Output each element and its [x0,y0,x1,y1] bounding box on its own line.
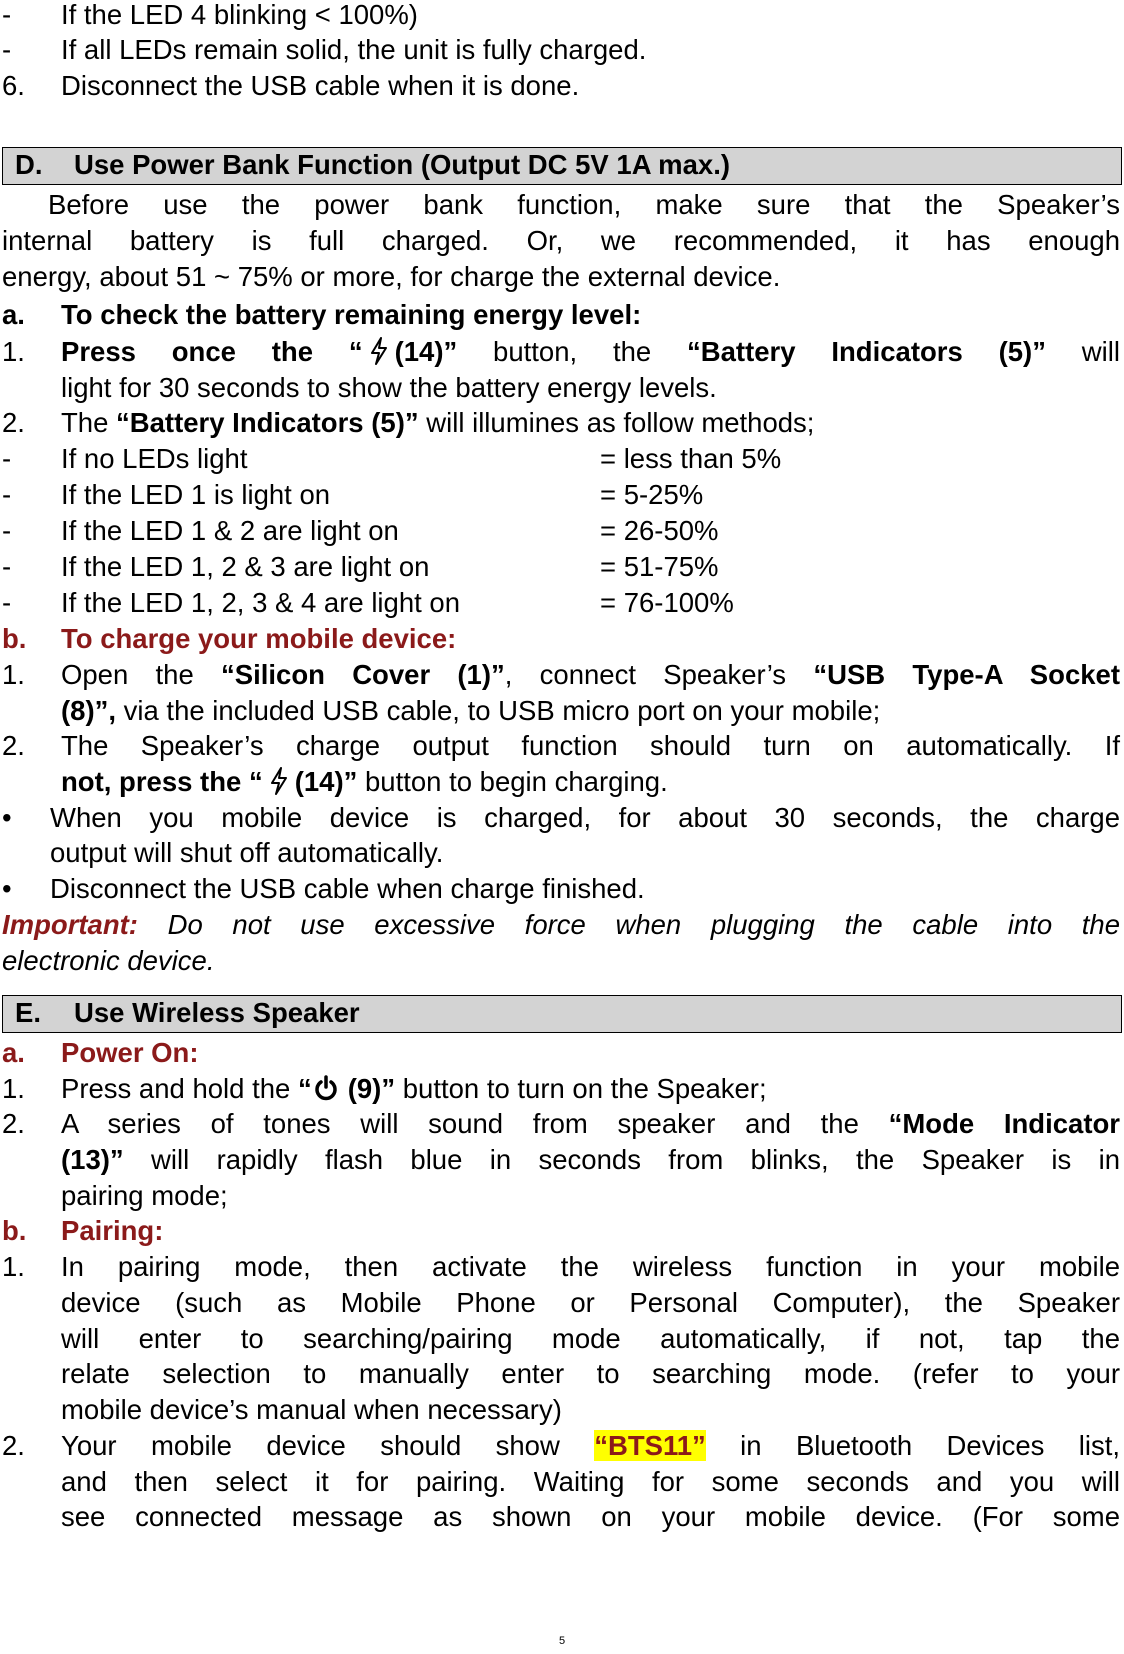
important-note-continuation: electronic device. [2,945,215,976]
list-item: - If the LED 4 blinking < 100%) [2,0,418,30]
lightning-icon [269,767,289,795]
list-item-continuation: see connected message as shown on your mobile device. (For some [61,1501,1120,1532]
device-name-highlight: “BTS11” [594,1430,706,1461]
subheading-b: b. To charge your mobile device: [2,623,457,654]
list-item-continuation: pairing mode; [61,1180,228,1211]
section-d-header: D. Use Power Bank Function (Output DC 5V 1A max.) [2,147,1122,185]
list-item-continuation: (13)” will rapidly flash blue in seconds from blinks, the Speaker is in [61,1144,1120,1175]
battery-level-row: - If the LED 1, 2 & 3 are light on = 51-75% [2,551,719,582]
list-item: - If all LEDs remain solid, the unit is fully charged. [2,34,647,65]
list-item: 1. Press once the “ (14)” button, the “Battery Indicators (5)” will [2,336,1120,367]
list-item-continuation: (8)”, via the included USB cable, to USB micro port on your mobile; [61,695,881,726]
list-item-continuation: light for 30 seconds to show the battery energy levels. [61,372,717,403]
battery-level-row: - If the LED 1 & 2 are light on = 26-50% [2,515,719,546]
battery-level-row: - If the LED 1, 2, 3 & 4 are light on = 76-100% [2,587,734,618]
bullet-item: • Disconnect the USB cable when charge finished. [2,873,645,904]
list-item-continuation: and then select it for pairing. Waiting for some seconds and you will [61,1466,1120,1497]
paragraph-line: internal battery is full charged. Or, we recommended, it has enough [2,225,1120,256]
list-item: 6. Disconnect the USB cable when it is done. [2,70,580,101]
lightning-icon [369,337,389,365]
page-number: 5 [558,1635,566,1647]
section-e-header: E. Use Wireless Speaker [2,995,1122,1033]
list-item: 1. Press and hold the “ (9)” button to turn on the Speaker; [2,1073,767,1104]
important-note: Important: Do not use excessive force when plugging the cable into the [2,909,1120,940]
list-item: 2. Your mobile device should show “BTS11” in Bluetooth Devices list, [2,1430,1120,1461]
paragraph-line: Before use the power bank function, make sure that the Speaker’s [48,189,1120,220]
list-item-continuation: relate selection to manually enter to searching mode. (refer to your [61,1358,1120,1389]
list-item-continuation: device (such as Mobile Phone or Personal Computer), the Speaker [61,1287,1120,1318]
subheading-a: a. To check the battery remaining energy level: [2,299,642,330]
battery-level-row: - If no LEDs light = less than 5% [2,443,782,474]
bullet-item-continuation: output will shut off automatically. [50,837,444,868]
subheading-b: b. Pairing: [2,1215,164,1246]
list-item: 1. In pairing mode, then activate the wireless function in your mobile [2,1251,1120,1282]
battery-level-row: - If the LED 1 is light on = 5-25% [2,479,704,510]
list-item: 2. The Speaker’s charge output function should turn on automatically. If [2,730,1120,761]
list-item-continuation: mobile device’s manual when necessary) [61,1394,562,1425]
paragraph-line: energy, about 51 ~ 75% or more, for charge the external device. [2,261,781,292]
bullet-item: • When you mobile device is charged, for about 30 seconds, the charge [2,802,1120,833]
list-item: 2. A series of tones will sound from speaker and the “Mode Indicator [2,1108,1120,1139]
list-item: 1. Open the “Silicon Cover (1)”, connect Speaker’s “USB Type-A Socket [2,659,1120,690]
list-item-continuation: not, press the “ (14)” button to begin charging. [61,766,668,797]
list-item-continuation: will enter to searching/pairing mode automatically, if not, tap the [61,1323,1120,1354]
list-item: 2. The “Battery Indicators (5)” will illumines as follow methods; [2,407,815,438]
subheading-a: a. Power On: [2,1037,199,1068]
power-icon [314,1074,338,1102]
